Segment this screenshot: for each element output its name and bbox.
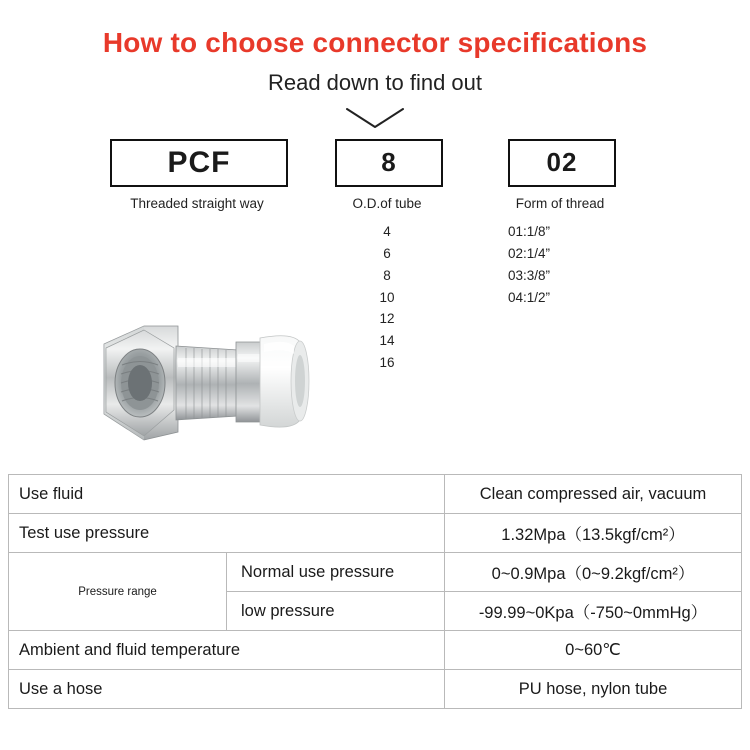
spec-label: low pressure [227,592,445,631]
product-photo [86,292,322,462]
code-box-series: PCF [110,139,288,187]
code-option: 8 [383,267,391,283]
spec-value: Clean compressed air, vacuum [445,475,742,514]
spec-label: Normal use pressure [227,553,445,592]
spec-label: Ambient and fluid temperature [9,631,445,670]
code-options-thread-form [508,221,612,308]
code-option: 16 [379,355,395,371]
table-row [9,514,742,553]
table-row [9,475,742,514]
table-row [9,631,742,670]
code-box-tube-od: 8 [335,139,443,187]
code-caption-thread-form: Form of thread [515,195,605,211]
code-column-thread-form [508,139,612,308]
code-option: 12 [379,311,395,327]
code-option: 6 [383,245,391,261]
code-caption-series: Threaded straight way [130,195,264,211]
code-column-series [110,139,284,211]
spec-label: Use a hose [9,670,445,709]
specification-table [8,474,742,709]
code-box-thread-form: 02 [508,139,616,187]
spec-group-label: Pressure range [9,553,227,631]
table-row [9,670,742,709]
spec-label: Use fluid [9,475,445,514]
code-options-tube-od [335,221,439,374]
spec-value: -99.99~0Kpa（-750~0mmHg） [445,592,742,631]
header [0,0,750,131]
code-option: 14 [379,333,395,349]
spec-label: Test use pressure [9,514,445,553]
code-option: 04:1/2” [508,289,551,305]
code-option: 02:1/4” [508,245,551,261]
code-column-tube-od [335,139,439,374]
code-option: 10 [379,289,395,305]
code-option: 03:3/8” [508,267,551,283]
page-subtitle: Read down to find out [267,69,483,95]
code-option: 4 [383,223,391,239]
chevron-down-icon [0,105,750,131]
page-title: How to choose connector specifications [102,27,648,58]
spec-value: 0~0.9Mpa（0~9.2kgf/cm²） [445,553,742,592]
spec-value: 1.32Mpa（13.5kgf/cm²） [445,514,742,553]
spec-value: 0~60℃ [445,631,742,670]
code-caption-tube-od: O.D.of tube [352,195,422,211]
code-option: 01:1/8” [508,223,551,239]
table-row [9,553,742,592]
spec-value: PU hose, nylon tube [445,670,742,709]
